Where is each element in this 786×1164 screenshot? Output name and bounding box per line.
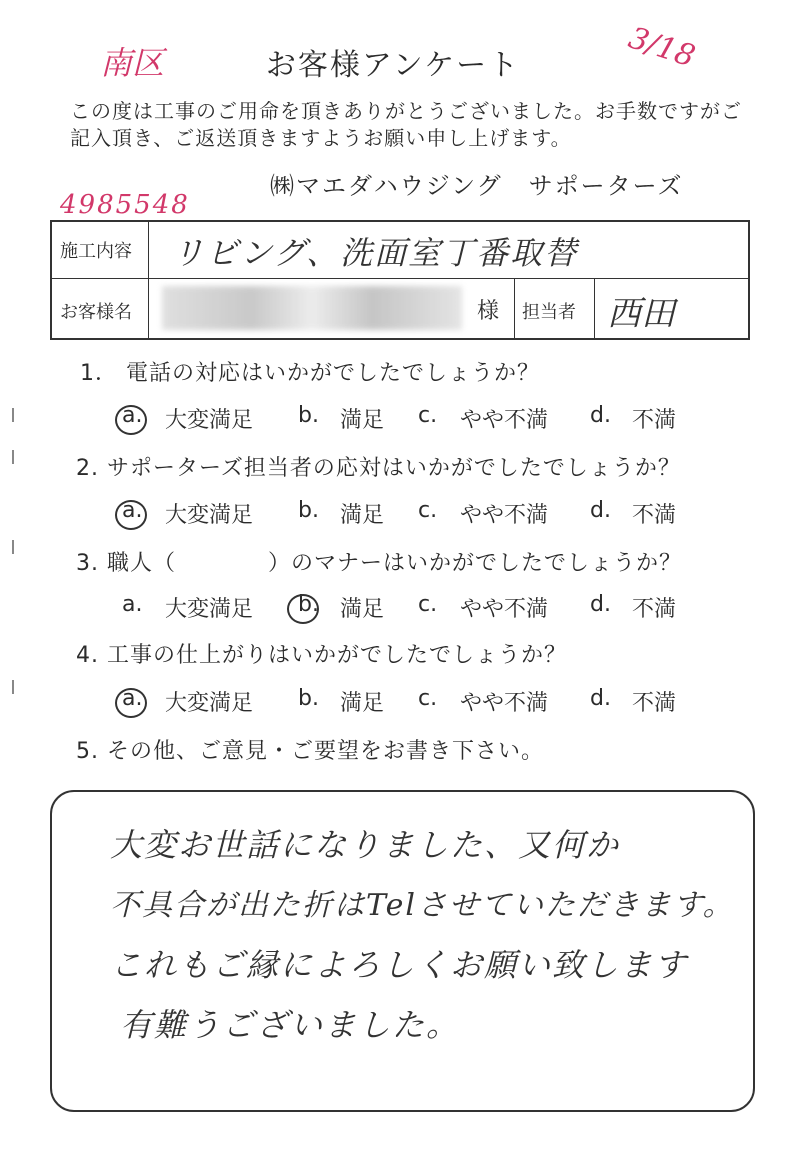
- option-a-letter[interactable]: a.: [122, 686, 143, 711]
- option-b-label: 満足: [340, 408, 385, 433]
- option-d-letter[interactable]: d.: [590, 686, 611, 711]
- option-d-letter[interactable]: d.: [590, 592, 611, 617]
- question-text: サポーターズ担当者の応対はいかがでしたでしょうか？: [107, 456, 681, 481]
- question-number: 3.: [76, 551, 99, 576]
- option-b-label: 満足: [340, 691, 385, 716]
- question-2: [76, 451, 681, 482]
- option-c-label: やや不満: [460, 691, 549, 716]
- question-number: 2.: [76, 456, 99, 481]
- option-a-label: 大変満足: [165, 691, 254, 716]
- selected-option-circle: [287, 594, 319, 624]
- option-c-label: やや不満: [460, 503, 549, 528]
- option-b-letter[interactable]: b.: [298, 686, 319, 711]
- question-3: [76, 546, 682, 577]
- table-divider: [148, 222, 149, 338]
- selected-option-circle: [115, 688, 147, 718]
- comment-line-2: 不具合が出た折はTelさせていただきます。: [110, 888, 735, 923]
- option-a-label: 大変満足: [165, 597, 254, 622]
- staff-value[interactable]: 西田: [607, 294, 675, 334]
- option-b-label: 満足: [340, 503, 385, 528]
- customer-label: お客様名: [60, 302, 132, 323]
- page-title: お客様アンケート: [265, 48, 521, 83]
- option-d-letter[interactable]: d.: [590, 403, 611, 428]
- info-table: [50, 220, 750, 340]
- question-5: [76, 734, 544, 765]
- question-text: その他、ご意見・ご要望をお書き下さい。: [107, 739, 545, 764]
- option-b-letter[interactable]: b.: [298, 498, 319, 523]
- customer-suffix: 様: [477, 299, 500, 324]
- question-text: 工事の仕上がりはいかがでしたでしょうか？: [107, 643, 568, 668]
- selected-option-circle: [115, 500, 147, 530]
- question-number: 4.: [76, 643, 99, 668]
- question-1: [80, 356, 540, 387]
- table-divider: [594, 278, 595, 338]
- work-value[interactable]: リビング、洗面室丁番取替: [172, 234, 579, 272]
- option-c-letter[interactable]: c.: [418, 686, 438, 711]
- option-d-label: 不満: [632, 691, 677, 716]
- option-a-letter[interactable]: a.: [122, 592, 143, 617]
- table-divider: [514, 278, 515, 338]
- option-d-label: 不満: [632, 408, 677, 433]
- work-label: 施工内容: [60, 241, 132, 262]
- customer-number: 4985548: [60, 190, 190, 220]
- option-d-label: 不満: [632, 597, 677, 622]
- date-note: 3/18: [624, 20, 700, 75]
- margin-tick: [12, 540, 14, 554]
- answer-row-1: [0, 403, 786, 437]
- question-text: 職人（ ）のマナーはいかがでしたでしょうか？: [107, 551, 683, 576]
- option-b-label: 満足: [340, 597, 385, 622]
- comment-line-3: これもご縁によろしくお願い致します: [110, 946, 689, 984]
- answer-row-2: [0, 498, 786, 532]
- company-name: ㈱マエダハウジング サポーターズ: [270, 172, 684, 200]
- option-d-letter[interactable]: d.: [590, 498, 611, 523]
- option-a-letter[interactable]: a.: [122, 403, 143, 428]
- question-number: 1．: [80, 361, 118, 386]
- option-c-letter[interactable]: c.: [418, 592, 438, 617]
- question-number: 5.: [76, 739, 99, 764]
- staff-label: 担当者: [522, 302, 576, 323]
- option-c-letter[interactable]: c.: [418, 498, 438, 523]
- option-a-letter[interactable]: a.: [122, 498, 143, 523]
- option-a-label: 大変満足: [165, 503, 254, 528]
- question-text: 電話の対応はいかがでしたでしょうか？: [126, 361, 541, 386]
- comment-line-1: 大変お世話になりました、又何か: [110, 826, 621, 864]
- comment-line-4: 有難うございました。: [120, 1006, 461, 1044]
- customer-name-redacted: [162, 286, 462, 330]
- question-4: [76, 638, 567, 669]
- option-b-letter[interactable]: b.: [298, 403, 319, 428]
- intro-text: この度は工事のご用命を頂きありがとうございました。お手数ですがご記入頂き、ご返送頂きますようお願い申し上げます。: [70, 99, 742, 150]
- option-a-label: 大変満足: [165, 408, 254, 433]
- answer-row-4: [0, 686, 786, 720]
- option-c-letter[interactable]: c.: [418, 403, 438, 428]
- selected-option-circle: [115, 405, 147, 435]
- ward-note: 南区: [100, 44, 165, 82]
- option-c-label: やや不満: [460, 597, 549, 622]
- answer-row-3: [0, 592, 786, 626]
- option-c-label: やや不満: [460, 408, 549, 433]
- table-divider: [52, 278, 748, 279]
- option-b-letter[interactable]: b.: [298, 592, 319, 617]
- option-d-label: 不満: [632, 503, 677, 528]
- margin-tick: [12, 450, 14, 464]
